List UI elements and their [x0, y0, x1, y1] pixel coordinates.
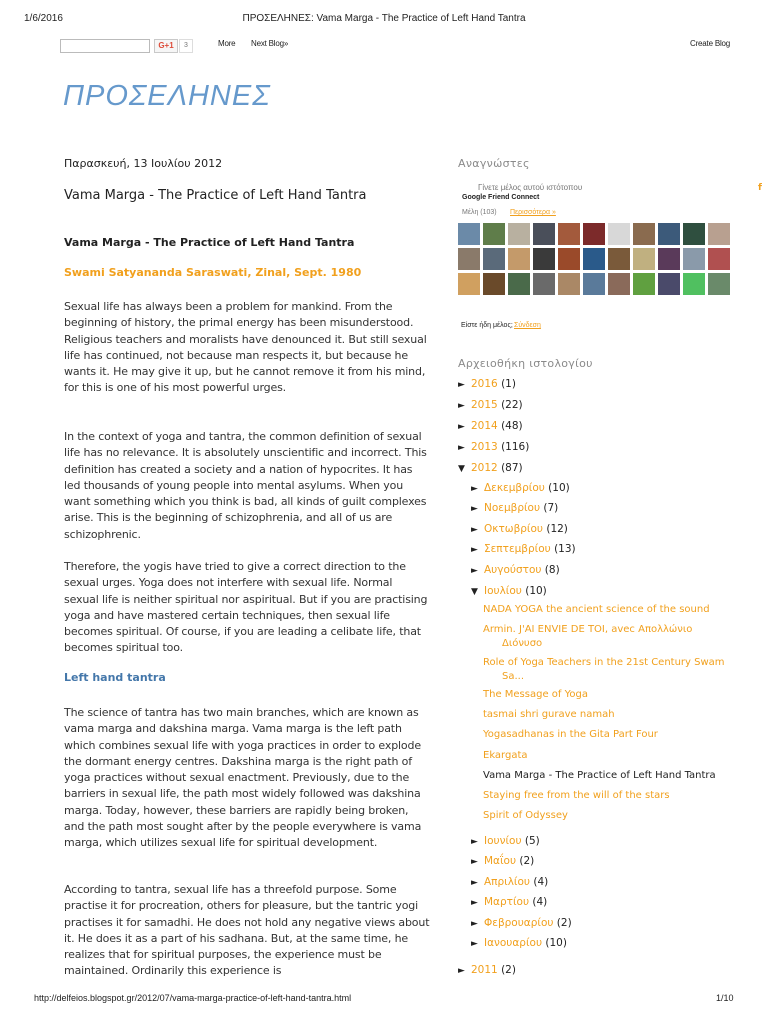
archive-row[interactable]	[458, 420, 523, 434]
archive-post-title: Vama Marga - The Practice of Left Hand Tantra	[483, 770, 716, 781]
archive-post-count: (2)	[501, 964, 516, 976]
archive-period-link[interactable]: 2013	[471, 441, 498, 453]
archive-period-link[interactable]: Αυγούστου	[484, 564, 542, 576]
archive-post-count: (22)	[501, 399, 523, 411]
follower-avatar[interactable]	[608, 223, 630, 245]
post-paragraph: According to tantra, sexual life has a threefold purpose. Some practise it for procreation, others for pleasure, but the tantric yogi practises it for samadhi. He does not hold any negative views about it. He does it as a part of his sadhana. But, at the same time, he realizes that for spiritual purposes, the experience must be maintained. Ordinarily this experience is	[64, 883, 430, 978]
follower-avatar[interactable]	[533, 273, 555, 295]
archive-post-count: (8)	[544, 564, 560, 576]
archive-post-link[interactable]	[483, 728, 658, 742]
follower-avatar[interactable]	[658, 248, 680, 270]
archive-period-link[interactable]: Ιουνίου	[484, 835, 522, 847]
follower-avatar[interactable]	[708, 273, 730, 295]
expand-triangle-icon[interactable]: ►	[458, 422, 465, 432]
expand-triangle-icon[interactable]: ►	[471, 878, 478, 888]
archive-post-title: Armin. J'AI ENVIE DE TOI, avec Απολλώνιο	[483, 624, 693, 635]
follower-avatar[interactable]	[708, 248, 730, 270]
members-count: Μέλη (103)	[462, 209, 497, 216]
more-link[interactable]: More	[218, 39, 236, 48]
archive-row[interactable]	[471, 896, 547, 910]
follower-avatar[interactable]	[483, 223, 505, 245]
archive-post-count: (10)	[525, 585, 547, 597]
archive-period-link[interactable]: Ιανουαρίου	[484, 937, 543, 949]
archive-post-link[interactable]	[483, 789, 670, 803]
archive-period-link[interactable]: Φεβρουαρίου	[484, 917, 554, 929]
archive-row[interactable]	[471, 523, 568, 537]
archive-post-title: The Message of Yoga	[483, 689, 588, 700]
archive-current-post[interactable]	[483, 769, 716, 783]
join-site-link[interactable]: Γίνετε μέλος αυτού ιστότοπου	[478, 183, 583, 192]
archive-period-link[interactable]: Οκτωβρίου	[484, 523, 543, 535]
archive-row[interactable]	[471, 937, 567, 951]
follower-avatar[interactable]	[508, 223, 530, 245]
archive-row[interactable]	[458, 462, 523, 476]
archive-post-count: (13)	[554, 543, 576, 555]
archive-post-count: (5)	[524, 835, 540, 847]
archive-post-title: Staying free from the will of the stars	[483, 790, 670, 801]
post-date: Παρασκευή, 13 Ιουλίου 2012	[64, 157, 223, 170]
section-heading: Left hand tantra	[64, 671, 166, 684]
archive-post-link[interactable]	[483, 809, 568, 823]
archive-period-link[interactable]: 2014	[471, 420, 498, 432]
expand-triangle-icon[interactable]: ►	[458, 966, 465, 976]
archive-period-link[interactable]: Μαρτίου	[484, 896, 530, 908]
navbar-search-input[interactable]	[60, 39, 150, 53]
follower-avatar[interactable]	[633, 273, 655, 295]
archive-post-count: (10)	[545, 937, 567, 949]
archive-post-link[interactable]	[483, 708, 615, 722]
archive-period-link[interactable]: 2016	[471, 378, 498, 390]
archive-row[interactable]	[458, 441, 529, 455]
blog-title[interactable]: ΠΡΟΣΕΛΗΝΕΣ	[63, 80, 271, 112]
follower-avatar[interactable]	[458, 223, 480, 245]
expand-triangle-icon[interactable]: ►	[458, 380, 465, 390]
archive-row[interactable]	[471, 502, 558, 516]
archive-post-title: NADA YOGA the ancient science of the sound	[483, 604, 710, 615]
post-paragraph: In the context of yoga and tantra, the common definition of sexual life has no relevance. It is absolutely unscientific and incorrect. This definition has created a society and a nation of hypocrites. It has led thousands of young people into mental asylums. When you want something which you think is bad, all kinds of guilt complexes arise. This is the beginning of schizophrenia, and all of us are schizophrenic.	[64, 430, 427, 541]
expand-triangle-icon[interactable]: ►	[471, 545, 478, 555]
archive-post-title: tasmai shri gurave namah	[483, 709, 615, 720]
archive-period-link[interactable]: 2011	[471, 964, 498, 976]
expand-triangle-icon[interactable]: ►	[471, 504, 478, 514]
archive-post-title-continued: Διόνυσο	[502, 637, 543, 649]
archive-post-count: (7)	[543, 502, 559, 514]
archive-period-link[interactable]: 2015	[471, 399, 498, 411]
archive-period-link[interactable]: Δεκεμβρίου	[484, 482, 545, 494]
expand-triangle-icon[interactable]: ►	[458, 443, 465, 453]
next-blog-link[interactable]: Next Blog»	[251, 39, 289, 48]
post-title[interactable]: Vama Marga - The Practice of Left Hand Tantra	[64, 188, 367, 203]
archive-row[interactable]	[471, 564, 560, 578]
archive-post-link[interactable]	[483, 749, 528, 763]
gplus-count: 3	[179, 39, 193, 53]
followers-heading: Αναγνώστες	[458, 157, 530, 170]
archive-row[interactable]	[471, 482, 570, 496]
sign-in-link[interactable]: Σύνδεση	[514, 322, 541, 329]
archive-row[interactable]	[471, 917, 572, 931]
already-member-label: Είστε ήδη μέλος;	[461, 322, 513, 329]
archive-post-link[interactable]	[483, 623, 692, 650]
archive-period-link[interactable]: Απριλίου	[484, 876, 530, 888]
more-members-link[interactable]: Περισσότερα »	[510, 209, 556, 216]
archive-post-count: (87)	[501, 462, 523, 474]
follower-avatar[interactable]	[583, 248, 605, 270]
archive-period-link[interactable]: Μαΐου	[484, 855, 517, 867]
create-blog-link[interactable]: Create Blog	[690, 39, 731, 48]
blogger-navbar	[0, 36, 768, 56]
print-page-number: 1/10	[716, 993, 734, 1003]
follower-avatar[interactable]	[633, 248, 655, 270]
archive-row[interactable]	[458, 964, 516, 978]
follower-avatar[interactable]	[658, 223, 680, 245]
follower-avatar[interactable]	[683, 248, 705, 270]
expand-triangle-icon[interactable]: ►	[471, 939, 478, 949]
archive-row[interactable]	[471, 543, 576, 557]
expand-triangle-icon[interactable]: ►	[471, 857, 478, 867]
archive-row[interactable]	[471, 876, 548, 890]
follower-avatar[interactable]	[583, 223, 605, 245]
archive-post-title: Yogasadhanas in the Gita Part Four	[483, 729, 658, 740]
follower-avatar[interactable]	[608, 273, 630, 295]
archive-post-title-continued: Sa...	[502, 670, 525, 682]
follower-avatar[interactable]	[608, 248, 630, 270]
post-paragraph: Sexual life has always been a problem for mankind. From the beginning of history, the primal energy has been misunderstood. Religious teachers and moralists have denounced it. But still sexual life has continued, not because man respects it, but because he wants it. He may give it up, but he cannot remove it from his mind, for this is one of his most powerful urges.	[64, 300, 427, 395]
follower-avatar[interactable]	[633, 223, 655, 245]
archive-post-count: (12)	[546, 523, 568, 535]
follower-avatar[interactable]	[508, 273, 530, 295]
archive-post-count: (2)	[519, 855, 535, 867]
archive-post-count: (4)	[532, 896, 548, 908]
print-url: http://delfeios.blogspot.gr/2012/07/vama-marga-practice-of-left-hand-tantra.html	[34, 993, 352, 1003]
follower-avatar[interactable]	[558, 273, 580, 295]
follower-avatar[interactable]	[483, 248, 505, 270]
archive-post-title: Ekargata	[483, 750, 528, 761]
expand-triangle-icon[interactable]: ►	[458, 401, 465, 411]
follower-avatar[interactable]	[458, 248, 480, 270]
expand-triangle-icon[interactable]: ►	[471, 566, 478, 576]
archive-heading: Αρχειοθήκη ιστολογίου	[458, 357, 593, 370]
follower-avatar-grid	[458, 223, 730, 295]
post-paragraph: Therefore, the yogis have tried to give a correct direction to the sexual urges. Yoga does not interfere with sexual life. Normal sexual life is neither spiritual nor aspiritual. But if you are practising yoga and have mastered certain techniques, then sexual life becomes spiritual. Of course, if you are leading a celibate life, that becomes spiritual too.	[64, 560, 428, 655]
follower-avatar[interactable]	[708, 223, 730, 245]
follower-avatar[interactable]	[583, 273, 605, 295]
expand-triangle-icon[interactable]: ►	[471, 837, 478, 847]
expand-triangle-icon[interactable]: ►	[471, 525, 478, 535]
post-subtitle: Vama Marga - The Practice of Left Hand Tantra	[64, 236, 355, 249]
print-page-title: ΠΡΟΣΕΛΗΝΕΣ: Vama Marga - The Practice of Left Hand Tantra	[242, 13, 526, 24]
follower-avatar[interactable]	[508, 248, 530, 270]
archive-post-count: (4)	[533, 876, 549, 888]
archive-post-count: (10)	[548, 482, 570, 494]
archive-post-count: (116)	[501, 441, 530, 453]
archive-row[interactable]	[458, 399, 523, 413]
follower-avatar[interactable]	[483, 273, 505, 295]
follow-icon[interactable]: f	[758, 183, 762, 193]
archive-post-link[interactable]	[483, 688, 588, 702]
gplus-button[interactable]: G+1	[154, 39, 178, 53]
post-paragraph: The science of tantra has two main branches, which are known as vama marga and dakshina marga. Vama marga is the left path which combines sexual life with yoga practices in order to explode the dormant energy centres. Dakshina marga is the right path of yoga practices without sexual enactment. Previously, due to the barriers in sexual life, the path most widely followed was dakshina marga. Today, however, these barriers are rapidly being broken, and the path most sought after by the people everywhere is vama marga, which utilizes sexual life for spiritual development.	[64, 706, 422, 850]
follower-avatar[interactable]	[683, 273, 705, 295]
archive-period-link[interactable]: Ιουλίου	[484, 585, 522, 597]
archive-post-link[interactable]	[483, 603, 710, 617]
friend-connect-label: Google Friend Connect	[462, 194, 540, 201]
expand-triangle-icon[interactable]: ►	[471, 898, 478, 908]
archive-period-link[interactable]: 2012	[471, 462, 498, 474]
collapse-triangle-icon[interactable]: ▼	[458, 464, 465, 474]
follower-avatar[interactable]	[533, 248, 555, 270]
print-date: 1/6/2016	[24, 13, 63, 24]
archive-row[interactable]	[471, 855, 534, 869]
follower-avatar[interactable]	[558, 223, 580, 245]
archive-period-link[interactable]: Νοεμβρίου	[484, 502, 541, 514]
archive-post-count: (1)	[501, 378, 516, 390]
follower-avatar[interactable]	[683, 223, 705, 245]
archive-row[interactable]	[471, 585, 547, 599]
follower-avatar[interactable]	[458, 273, 480, 295]
follower-avatar[interactable]	[533, 223, 555, 245]
archive-post-title: Role of Yoga Teachers in the 21st Century Swam	[483, 657, 725, 668]
post-author: Swami Satyananda Saraswati, Zinal, Sept. 1980	[64, 266, 362, 279]
archive-post-title: Spirit of Odyssey	[483, 810, 568, 821]
archive-post-link[interactable]	[483, 656, 725, 683]
archive-post-count: (48)	[501, 420, 523, 432]
expand-triangle-icon[interactable]: ►	[471, 484, 478, 494]
archive-row[interactable]	[471, 835, 540, 849]
expand-triangle-icon[interactable]: ►	[471, 919, 478, 929]
archive-period-link[interactable]: Σεπτεμβρίου	[484, 543, 551, 555]
archive-row[interactable]	[458, 378, 516, 392]
follower-avatar[interactable]	[658, 273, 680, 295]
collapse-triangle-icon[interactable]: ▼	[471, 587, 478, 597]
archive-post-count: (2)	[556, 917, 572, 929]
follower-avatar[interactable]	[558, 248, 580, 270]
